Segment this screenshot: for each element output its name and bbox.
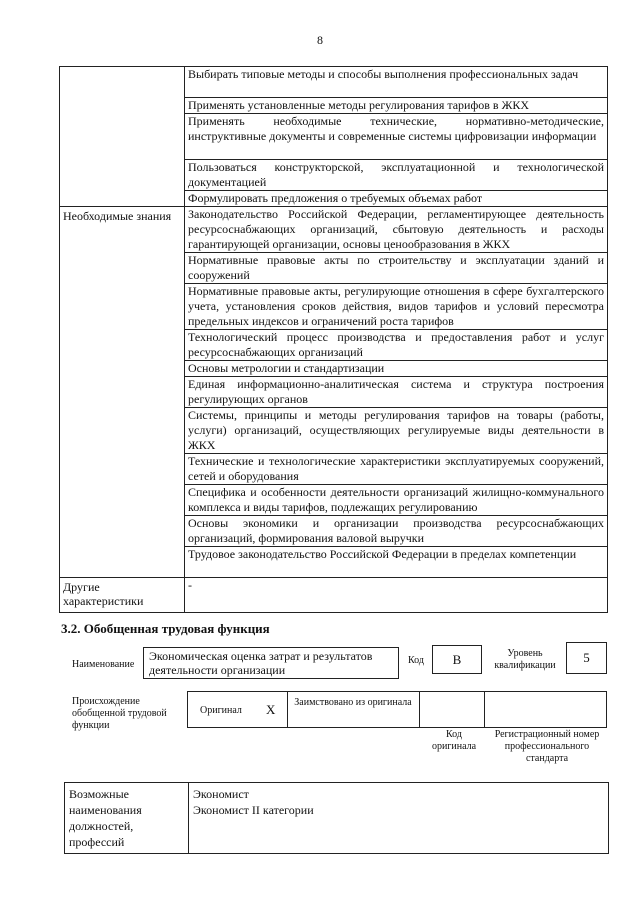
position-item: Экономист xyxy=(193,787,249,801)
knowledge-item: Трудовое законодательство Российской Федерации в пределах компетенции xyxy=(185,547,608,578)
original-mark: X xyxy=(266,702,276,717)
knowledge-row xyxy=(60,207,608,253)
knowledge-item: Основы экономики и организации производства ресурсоснабжающих организаций, формирования валовой выручки xyxy=(185,516,608,547)
knowledge-item: Технические и технологические характеристики эксплуатируемых сооружений, сетей и оборудования xyxy=(185,454,608,485)
knowledge-item: Специфика и особенности деятельности организаций жилищно-коммунального комплекса и виды тарифов, подлежащих регулированию xyxy=(185,485,608,516)
positions-list xyxy=(189,783,609,854)
other-value: - xyxy=(185,578,608,613)
origin-divider xyxy=(419,692,420,727)
skills-label-cell xyxy=(60,67,185,207)
code-original-caption: Код оригинала xyxy=(431,729,477,752)
knowledge-item: Единая информационно-аналитическая система и структура построения регулирующих органов xyxy=(185,377,608,408)
skill-item: Пользоваться конструкторской, эксплуатационной и технологической документацией xyxy=(185,160,608,191)
level-box: 5 xyxy=(566,642,607,674)
requirements-table xyxy=(59,66,608,613)
skill-item: Применять необходимые технические, нормативно-методические, инструктивные документы и современные системы цифровизации информации xyxy=(185,114,608,160)
level-label: Уровень квалификации xyxy=(494,648,556,671)
borrowed-label: Заимствовано из оригинала xyxy=(294,697,412,708)
knowledge-item: Нормативные правовые акты по строительству и эксплуатации зданий и сооружений xyxy=(185,253,608,284)
other-label: Другие характеристики xyxy=(60,578,185,613)
position-item: Экономист II категории xyxy=(193,803,314,817)
name-label: Наименование xyxy=(72,659,135,670)
code-label: Код xyxy=(408,655,424,666)
function-name-box: Экономическая оценка затрат и результатов деятельности организации xyxy=(143,647,399,679)
code-box: B xyxy=(432,645,482,674)
reg-number-caption: Регистрационный номер профессионального стандарта xyxy=(494,729,600,764)
skills-row xyxy=(60,67,608,98)
original-label: Оригинал xyxy=(200,705,242,716)
positions-table xyxy=(64,782,609,854)
skill-item: Формулировать предложения о требуемых объемах работ xyxy=(185,191,608,207)
knowledge-item: Технологический процесс производства и предоставления работ и услуг ресурсоснабжающих организаций xyxy=(185,330,608,361)
knowledge-label: Необходимые знания xyxy=(60,207,185,578)
other-row xyxy=(60,578,608,613)
origin-divider xyxy=(287,692,288,727)
origin-table xyxy=(187,691,607,728)
page-number: 8 xyxy=(317,33,323,47)
section-title: 3.2. Обобщенная трудовая функция xyxy=(61,621,270,636)
knowledge-item: Нормативные правовые акты, регулирующие отношения в сфере бухгалтерского учета, установления сроков действия, видов тарифов и условий пересмотра предельных индексов и ограничений роста тарифов xyxy=(185,284,608,330)
origin-divider xyxy=(484,692,485,727)
knowledge-item: Основы метрологии и стандартизации xyxy=(185,361,608,377)
skill-item: Применять установленные методы регулирования тарифов в ЖКХ xyxy=(185,98,608,114)
origin-label: Происхождение обобщенной трудовой функции xyxy=(72,696,167,731)
knowledge-item: Системы, принципы и методы регулирования тарифов на товары (работы, услуги) организаций, осуществляющих регулируемые виды деятельности в ЖКХ xyxy=(185,408,608,454)
positions-label: Возможные наименования должностей, профессий xyxy=(65,783,189,854)
knowledge-item: Законодательство Российской Федерации, регламентирующее деятельность ресурсоснабжающих организаций, сбытовую деятельность и расходы гарантирующей организации, основы ценообразования в ЖКХ xyxy=(185,207,608,253)
skill-item: Выбирать типовые методы и способы выполнения профессиональных задач xyxy=(185,67,608,98)
